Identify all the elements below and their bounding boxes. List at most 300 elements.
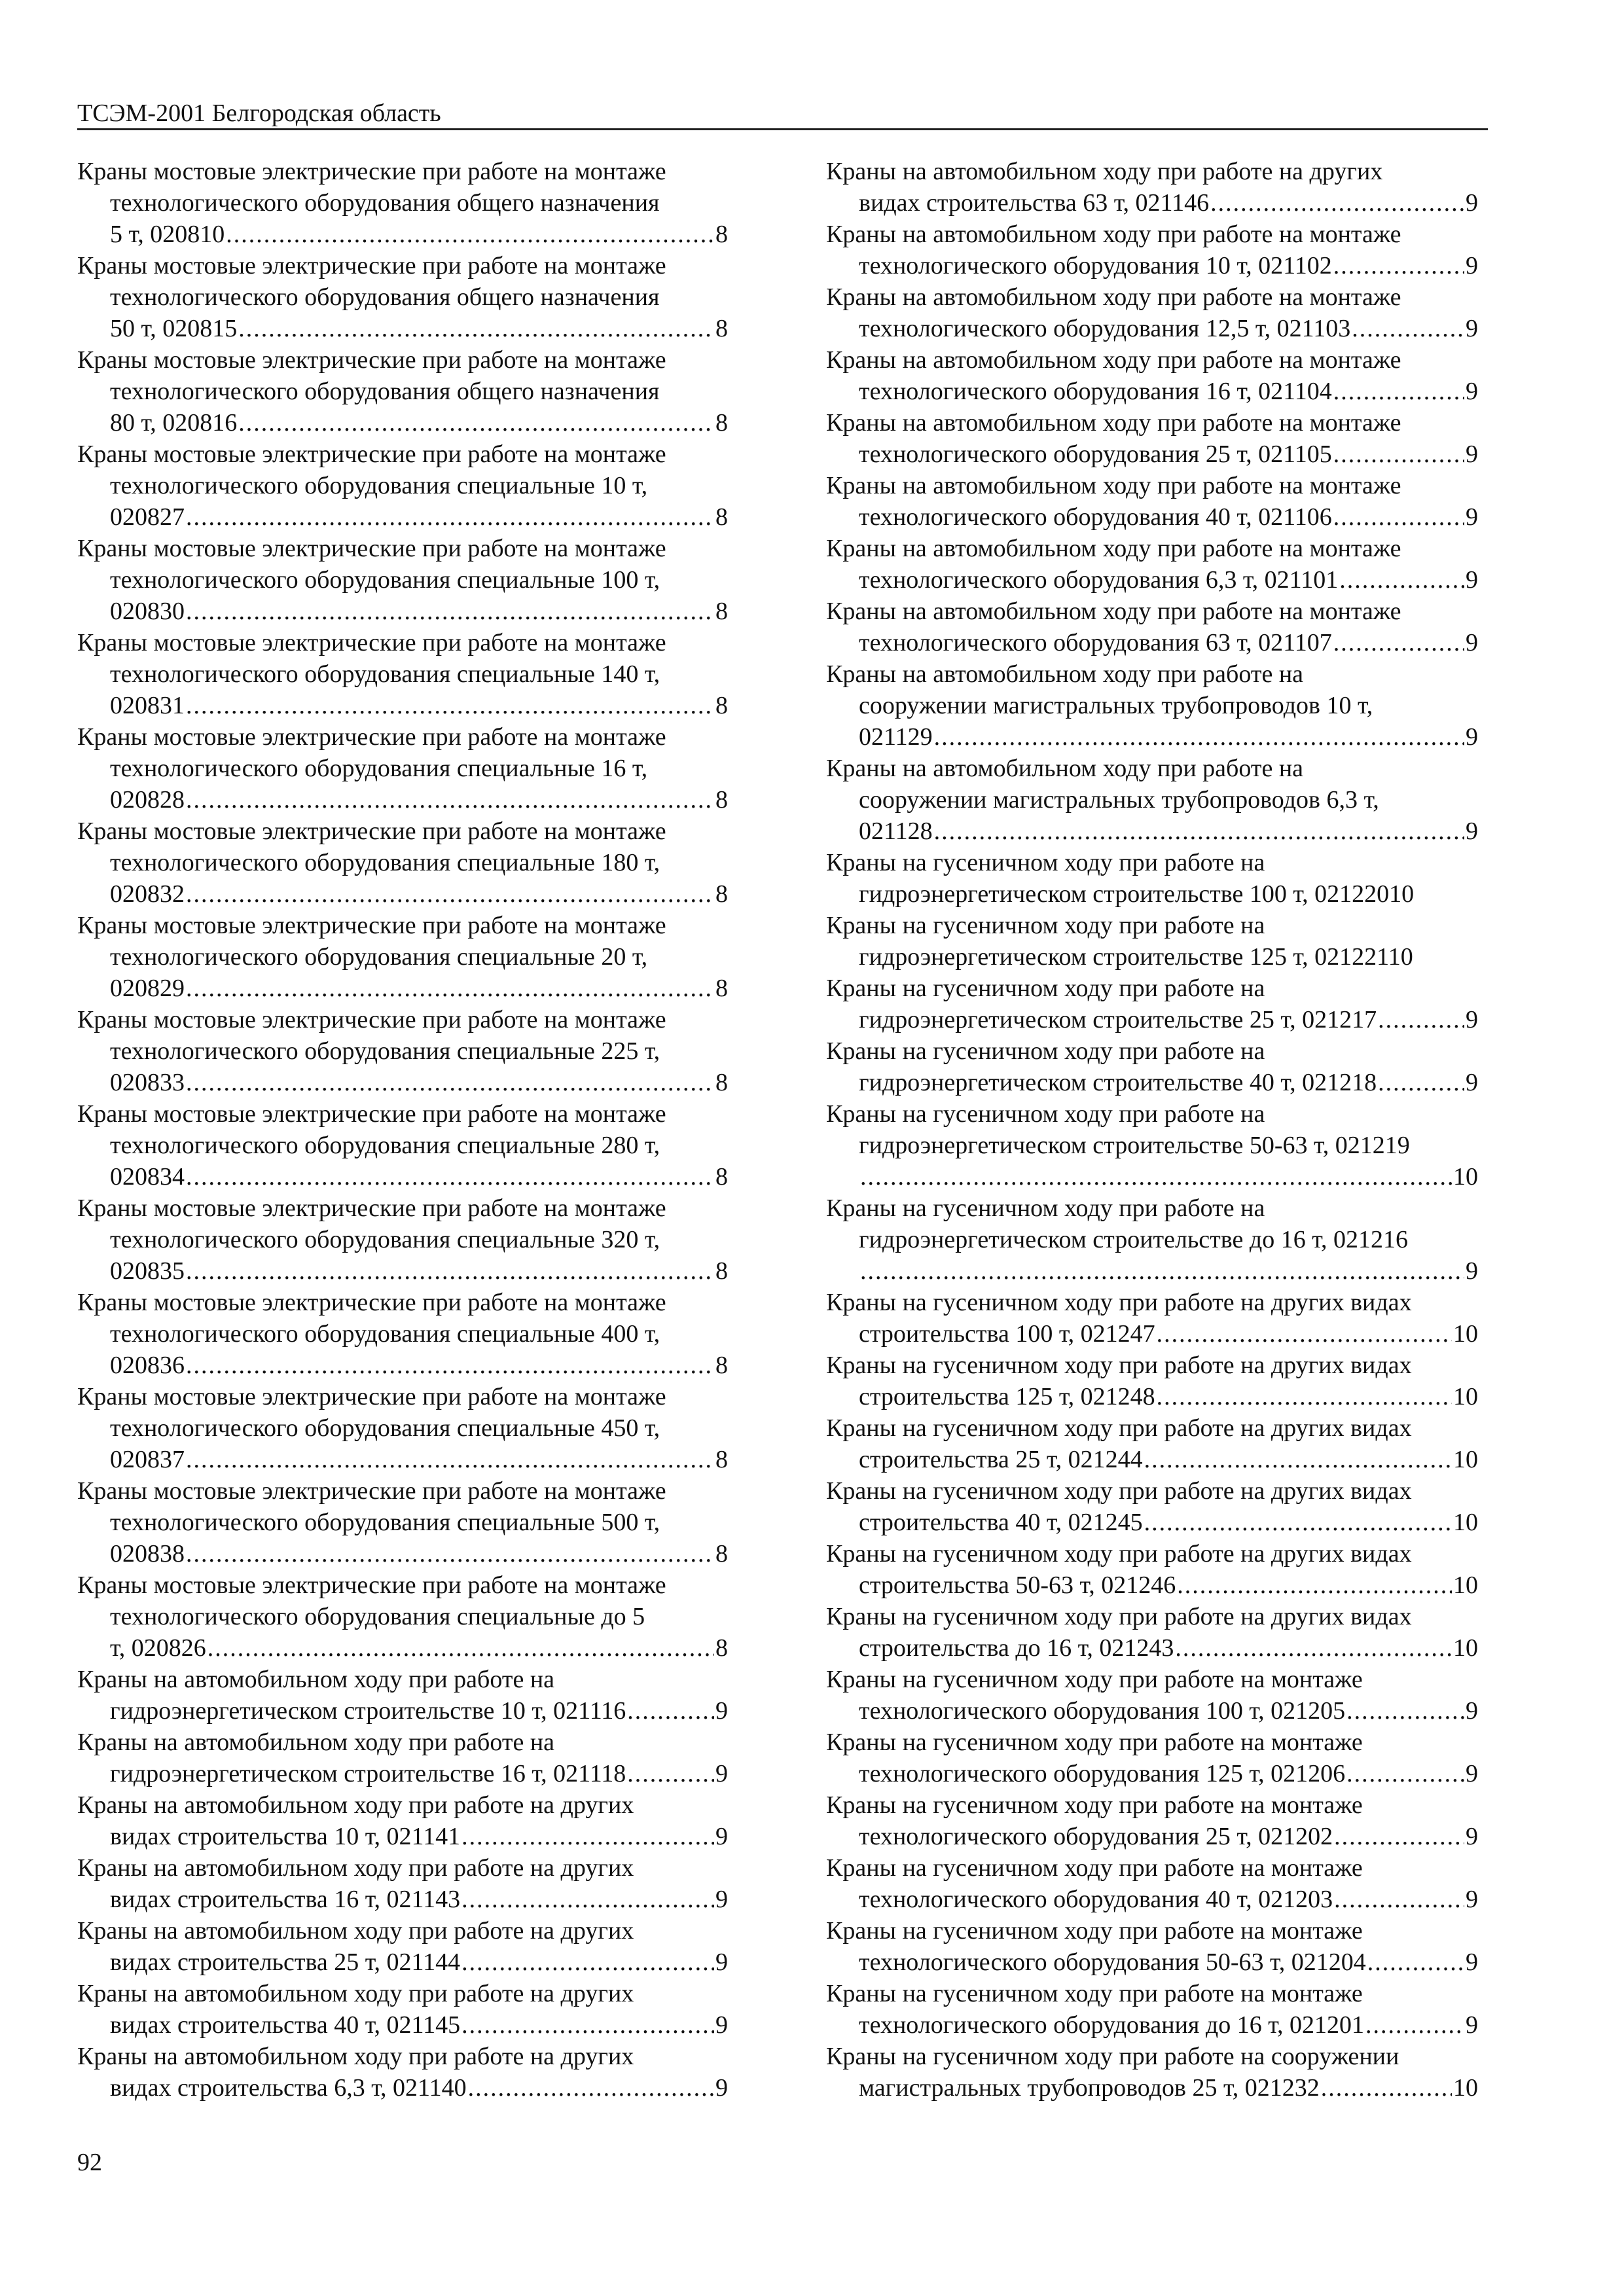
- entry-leader-line: [826, 1695, 1478, 1727]
- entry-leader-line: [77, 501, 728, 533]
- index-entry: [77, 344, 728, 439]
- entry-code-text: 020832: [110, 880, 185, 908]
- index-entry: [826, 596, 1478, 658]
- entry-leader-line: [826, 1067, 1478, 1098]
- entry-page-number: 9: [715, 1823, 728, 1850]
- entry-title-line: Краны на автомобильном ходу при работе на монтаже: [826, 535, 1401, 562]
- entry-title-line: Краны на автомобильном ходу при работе на монтаже: [826, 346, 1401, 374]
- entry-leader-line: [77, 1067, 728, 1098]
- entry-code-text: 021129: [859, 723, 933, 751]
- index-entry: [826, 281, 1478, 344]
- entry-leader-line: [77, 1350, 728, 1381]
- entry-code-text: 020836: [110, 1352, 185, 1379]
- entry-page-number: 9: [715, 1697, 728, 1725]
- dot-leader: [186, 1444, 714, 1475]
- entry-code-text: строительства 25 т, 021244: [859, 1446, 1143, 1473]
- index-entry: [77, 816, 728, 910]
- running-header: [77, 98, 1488, 130]
- entry-leader-line: [826, 1884, 1478, 1915]
- dot-leader: [186, 1067, 714, 1098]
- entry-title-line: Краны мостовые электрические при работе на монтаже: [77, 1006, 666, 1033]
- dot-leader: [1346, 1758, 1464, 1789]
- index-entry: [77, 156, 728, 250]
- entry-code-text: 020827: [110, 503, 185, 531]
- entry-leader-line: [77, 878, 728, 910]
- entry-leader-line: [826, 1821, 1478, 1852]
- dot-leader: [186, 1538, 714, 1570]
- entry-page-number: 10: [1453, 2074, 1478, 2102]
- entry-leader-line: [77, 596, 728, 627]
- entry-title-line: Краны на гусеничном ходу при работе на других видах: [826, 1603, 1412, 1630]
- entry-title-line: Краны на автомобильном ходу при работе на других: [77, 1854, 634, 1882]
- dot-leader: [186, 690, 714, 721]
- entry-leader-line: [77, 2009, 728, 2041]
- entry-continuation-line: технологического оборудования специальные 180 т,: [110, 849, 660, 876]
- entry-page-number: 8: [715, 1634, 728, 1662]
- dot-leader: [461, 1884, 714, 1915]
- entry-page-number: 8: [715, 1069, 728, 1096]
- index-entry: [77, 1004, 728, 1098]
- entry-leader-line: [826, 1444, 1478, 1475]
- entry-page-number: 9: [1466, 1948, 1478, 1976]
- entry-title-line: Краны на автомобильном ходу при работе на других: [77, 2043, 634, 2070]
- dot-leader: [934, 816, 1464, 847]
- index-entry: [826, 1727, 1478, 1789]
- entry-page-number: 9: [1466, 1760, 1478, 1787]
- entry-leader-line: [826, 816, 1478, 847]
- entry-code-text: видах строительства 6,3 т, 021140: [110, 2074, 467, 2102]
- entry-title-line: Краны на гусеничном ходу при работе на других видах: [826, 1289, 1412, 1316]
- entry-page-number: 10: [1453, 1634, 1478, 1662]
- entry-page-number: 9: [1466, 1006, 1478, 1033]
- entry-title-line: Краны на автомобильном ходу при работе на: [77, 1666, 555, 1693]
- index-entry: [826, 1852, 1478, 1915]
- entry-page-number: 9: [1466, 1069, 1478, 1096]
- index-entry: [77, 1193, 728, 1287]
- entry-code-text: строительства 40 т, 021245: [859, 1509, 1143, 1536]
- entry-title-line: Краны на автомобильном ходу при работе на монтаже: [826, 472, 1401, 499]
- dot-leader: [186, 973, 714, 1004]
- dot-leader: [1144, 1444, 1452, 1475]
- dot-leader: [1334, 1884, 1464, 1915]
- page-number: 92: [77, 2149, 102, 2176]
- header-title: ТСЭМ-2001 Белгородская область: [77, 99, 441, 127]
- entry-title-line: Краны мостовые электрические при работе на монтаже: [77, 252, 666, 279]
- entry-title-line: Краны на автомобильном ходу при работе на других: [77, 1791, 634, 1819]
- dot-leader: [226, 219, 714, 250]
- index-entry: [77, 1789, 728, 1852]
- index-entry: [826, 1035, 1478, 1098]
- entry-code-text: строительства 125 т, 021248: [859, 1383, 1155, 1410]
- entry-code-text: технологического оборудования 50-63 т, 021204: [859, 1948, 1366, 1976]
- entry-leader-line: [826, 439, 1478, 470]
- entry-code-text: 020834: [110, 1163, 185, 1191]
- entry-continuation-line: технологического оборудования специальные 225 т,: [110, 1037, 660, 1065]
- entry-leader-line: [77, 1444, 728, 1475]
- entry-page-number: 10: [1453, 1446, 1478, 1473]
- dot-leader: [461, 1821, 714, 1852]
- dot-leader: [186, 1350, 714, 1381]
- entry-title-line: Краны на гусеничном ходу при работе на монтаже: [826, 1917, 1363, 1945]
- entry-title-line: Краны мостовые электрические при работе на монтаже: [77, 158, 666, 185]
- entry-page-number: 10: [1453, 1383, 1478, 1410]
- entry-leader-line: [826, 1381, 1478, 1412]
- index-entry: [77, 627, 728, 721]
- entry-page-number: 9: [715, 2011, 728, 2039]
- entry-page-number: 8: [715, 503, 728, 531]
- dot-leader: [186, 878, 714, 910]
- entry-code-text: 020837: [110, 1446, 185, 1473]
- entry-leader-line: [77, 973, 728, 1004]
- index-entry: [826, 658, 1478, 753]
- entry-page-number: 8: [715, 315, 728, 342]
- dot-leader: [860, 1161, 1452, 1193]
- entry-title-line: Краны мостовые электрические при работе на монтаже: [77, 535, 666, 562]
- entry-title-line: Краны на гусеничном ходу при работе на монтаже: [826, 1854, 1363, 1882]
- entry-leader-line: [826, 1758, 1478, 1789]
- entry-title-line: Краны мостовые электрические при работе на монтаже: [77, 817, 666, 845]
- entry-page-number: 8: [715, 598, 728, 625]
- dot-leader: [186, 784, 714, 816]
- entry-leader-line: [77, 1255, 728, 1287]
- entry-leader-line: [826, 564, 1478, 596]
- entry-code-text: 020838: [110, 1540, 185, 1568]
- entry-page-number: 9: [715, 1760, 728, 1787]
- entry-code-text: технологического оборудования 100 т, 021205: [859, 1697, 1346, 1725]
- entry-code-text: видах строительства 10 т, 021141: [110, 1823, 461, 1850]
- entry-title-line: Краны на автомобильном ходу при работе на монтаже: [826, 283, 1401, 311]
- dot-leader: [1339, 564, 1464, 596]
- index-entry: [826, 1915, 1478, 1978]
- entry-continuation-line: гидроэнергетическом строительстве до 16 т, 021216: [859, 1226, 1408, 1253]
- dot-leader: [186, 596, 714, 627]
- entry-continuation-line: технологического оборудования специальные 400 т,: [110, 1320, 660, 1348]
- dot-leader: [1346, 1695, 1464, 1727]
- entry-page-number: 9: [715, 2074, 728, 2102]
- dot-leader: [1378, 1067, 1464, 1098]
- index-entry: [826, 1287, 1478, 1350]
- entry-page-number: 9: [715, 1948, 728, 1976]
- entry-title-line: Краны на гусеничном ходу при работе на других видах: [826, 1540, 1412, 1568]
- dot-leader: [461, 1946, 714, 1978]
- entry-code-text: гидроэнергетическом строительстве 10 т, 021116: [110, 1697, 626, 1725]
- entry-title-line: Краны на автомобильном ходу при работе на монтаже: [826, 221, 1401, 248]
- index-entry: [826, 533, 1478, 596]
- index-entry: [826, 1978, 1478, 2041]
- index-entry: [77, 910, 728, 1004]
- index-entry: [826, 156, 1478, 219]
- entry-code-text: строительства 50-63 т, 021246: [859, 1571, 1176, 1599]
- entry-leader-line: [826, 1507, 1478, 1538]
- entry-code-text: 020831: [110, 692, 185, 719]
- entry-leader-line: [77, 1161, 728, 1193]
- index-entry: [77, 721, 728, 816]
- entry-title-line: Краны мостовые электрические при работе на монтаже: [77, 1194, 666, 1222]
- entry-code-text: строительства до 16 т, 021243: [859, 1634, 1174, 1662]
- entry-leader-line: [77, 2072, 728, 2104]
- entry-title-line: Краны на гусеничном ходу при работе на монтаже: [826, 1791, 1363, 1819]
- entry-continuation-line: технологического оборудования специальные 140 т,: [110, 660, 660, 688]
- entry-leader-line: [77, 1538, 728, 1570]
- entry-title-line: Краны на автомобильном ходу при работе на: [826, 660, 1304, 688]
- dot-leader: [1321, 2072, 1452, 2104]
- index-entry: [77, 2041, 728, 2104]
- index-column-right: [826, 156, 1478, 2104]
- entry-title-line: Краны мостовые электрические при работе на монтаже: [77, 1383, 666, 1410]
- entry-code-text: 020828: [110, 786, 185, 814]
- entry-code-text: 020833: [110, 1069, 185, 1096]
- entry-title-line: Краны мостовые электрические при работе на монтаже: [77, 1289, 666, 1316]
- entry-continuation-line: гидроэнергетическом строительстве 50-63 т, 021219: [859, 1132, 1410, 1159]
- entry-leader-line: [77, 219, 728, 250]
- dot-leader: [860, 1255, 1464, 1287]
- index-entry: [826, 2041, 1478, 2104]
- entry-page-number: 8: [715, 221, 728, 248]
- entry-continuation-line: технологического оборудования специальные 16 т,: [110, 755, 648, 782]
- entry-title-line: Краны на автомобильном ходу при работе на других: [826, 158, 1383, 185]
- entry-code-text: магистральных трубопроводов 25 т, 021232: [859, 2074, 1320, 2102]
- index-entry: [77, 1915, 728, 1978]
- entry-leader-line: [826, 1318, 1478, 1350]
- entry-leader-line: [77, 1632, 728, 1664]
- entry-page-number: 9: [1466, 315, 1478, 342]
- entry-title-line: Краны на гусеничном ходу при работе на других видах: [826, 1414, 1412, 1442]
- index-entry: [77, 1098, 728, 1193]
- dot-leader: [1157, 1381, 1452, 1412]
- entry-title-line: Краны на автомобильном ходу при работе на других: [77, 1917, 634, 1945]
- entry-title-line: Краны на гусеничном ходу при работе на других видах: [826, 1352, 1412, 1379]
- entry-code-text: технологического оборудования 25 т, 021105: [859, 440, 1332, 468]
- entry-continuation-line: сооружении магистральных трубопроводов 6,3 т,: [859, 786, 1379, 814]
- dot-leader: [1177, 1570, 1452, 1601]
- index-entry: [826, 407, 1478, 470]
- entry-leader-line: [826, 2072, 1478, 2104]
- entry-code-text: видах строительства 40 т, 021145: [110, 2011, 461, 2039]
- entry-code-text: строительства 100 т, 021247: [859, 1320, 1155, 1348]
- entry-leader-line: [826, 627, 1478, 658]
- entry-page-number: 10: [1453, 1571, 1478, 1599]
- entry-continuation-line: технологического оборудования специальные 450 т,: [110, 1414, 660, 1442]
- index-entry: [826, 1538, 1478, 1601]
- entry-page-number: 8: [715, 1540, 728, 1568]
- entry-leader-line: [826, 250, 1478, 281]
- entry-leader-line: [77, 1821, 728, 1852]
- dot-leader: [1333, 376, 1464, 407]
- index-entry: [77, 533, 728, 627]
- entry-continuation-line: сооружении магистральных трубопроводов 10 т,: [859, 692, 1373, 719]
- entry-leader-line: [77, 1946, 728, 1978]
- entry-page-number: 8: [715, 692, 728, 719]
- dot-leader: [1378, 1004, 1464, 1035]
- entry-leader-line: [77, 784, 728, 816]
- entry-title-line: Краны мостовые электрические при работе на монтаже: [77, 723, 666, 751]
- entry-page-number: 9: [1466, 1823, 1478, 1850]
- entry-page-number: 9: [715, 1886, 728, 1913]
- entry-code-text: технологического оборудования 6,3 т, 021101: [859, 566, 1339, 594]
- entry-title-line: Краны мостовые электрические при работе на монтаже: [77, 346, 666, 374]
- dot-leader: [186, 1161, 714, 1193]
- entry-page-number: 9: [1466, 817, 1478, 845]
- entry-title-line: Краны мостовые электрические при работе на монтаже: [77, 629, 666, 656]
- index-entry: [77, 1287, 728, 1381]
- entry-code-text: 020830: [110, 598, 185, 625]
- index-entry: [826, 1789, 1478, 1852]
- entry-code-text: технологического оборудования 40 т, 021203: [859, 1886, 1333, 1913]
- entry-page-number: 10: [1453, 1509, 1478, 1536]
- entry-continuation-line: технологического оборудования специальные 10 т,: [110, 472, 648, 499]
- index-entry: [77, 250, 728, 344]
- entry-continuation-line: технологического оборудования специальные 280 т,: [110, 1132, 660, 1159]
- entry-leader-line: [826, 376, 1478, 407]
- index-entry: [826, 344, 1478, 407]
- entry-code-text: 020829: [110, 975, 185, 1002]
- index-entry: [77, 1570, 728, 1664]
- entry-code-text: видах строительства 25 т, 021144: [110, 1948, 461, 1976]
- entry-leader-line: [826, 1632, 1478, 1664]
- entry-page-number: 9: [1466, 1886, 1478, 1913]
- entry-leader-line: [826, 1570, 1478, 1601]
- entry-page-number: 8: [715, 1163, 728, 1191]
- index-entry: [826, 1193, 1478, 1287]
- entry-code-text: гидроэнергетическом строительстве 40 т, 021218: [859, 1069, 1377, 1096]
- entry-leader-line: [826, 501, 1478, 533]
- dot-leader: [627, 1695, 714, 1727]
- entry-page-number: 8: [715, 1257, 728, 1285]
- entry-page-number: 9: [1466, 566, 1478, 594]
- entry-code-text: гидроэнергетическом строительстве 16 т, 021118: [110, 1760, 626, 1787]
- dot-leader: [1333, 501, 1464, 533]
- entry-title-line: Краны мостовые электрические при работе на монтаже: [77, 1571, 666, 1599]
- index-entry: [826, 1412, 1478, 1475]
- entry-page-number: 9: [1466, 252, 1478, 279]
- entry-continuation-line: технологического оборудования специальные 100 т,: [110, 566, 660, 594]
- entry-title-line: Краны на гусеничном ходу при работе на монтаже: [826, 1980, 1363, 2007]
- index-entry: [826, 1601, 1478, 1664]
- dot-leader: [1333, 439, 1464, 470]
- entry-continuation-line: технологического оборудования общего назначения: [110, 189, 660, 217]
- entry-leader-line: [826, 1946, 1478, 1978]
- index-entry: [77, 1978, 728, 2041]
- dot-leader: [1367, 1946, 1464, 1978]
- entry-code-text: 80 т, 020816: [110, 409, 238, 437]
- dot-leader: [238, 313, 714, 344]
- dot-leader: [1333, 627, 1464, 658]
- index-entry: [826, 753, 1478, 847]
- entry-page-number: 8: [715, 1446, 728, 1473]
- entry-code-text: технологического оборудования 10 т, 021102: [859, 252, 1332, 279]
- dot-leader: [238, 407, 714, 439]
- entry-title-line: Краны на гусеничном ходу при работе на сооружении: [826, 2043, 1399, 2070]
- entry-page-number: 8: [715, 975, 728, 1002]
- entry-code-text: технологического оборудования 125 т, 021206: [859, 1760, 1346, 1787]
- entry-title-line: Краны мостовые электрические при работе на монтаже: [77, 1477, 666, 1505]
- dot-leader: [1210, 187, 1464, 219]
- entry-continuation-line: технологического оборудования специальные 500 т,: [110, 1509, 660, 1536]
- index-entry: [77, 1852, 728, 1915]
- entry-page-number: 9: [1466, 440, 1478, 468]
- index-entry: [826, 1475, 1478, 1538]
- entry-continuation-line: технологического оборудования общего назначения: [110, 283, 660, 311]
- entry-title-line: Краны на автомобильном ходу при работе на: [77, 1729, 555, 1756]
- dot-leader: [468, 2072, 714, 2104]
- entry-page-number: 9: [1466, 723, 1478, 751]
- dot-leader: [461, 2009, 714, 2041]
- index-entry: [77, 1727, 728, 1789]
- entry-title-line: Краны на автомобильном ходу при работе на других: [77, 1980, 634, 2007]
- entry-title-line: Краны на гусеничном ходу при работе на: [826, 849, 1265, 876]
- dot-leader: [1365, 2009, 1464, 2041]
- dot-leader: [1352, 313, 1464, 344]
- entry-page-number: 9: [1466, 1257, 1478, 1285]
- entry-leader-line: [826, 2009, 1478, 2041]
- entry-code-text: видах строительства 16 т, 021143: [110, 1886, 461, 1913]
- entry-code-text: 021128: [859, 817, 933, 845]
- entry-leader-line: [826, 1004, 1478, 1035]
- entry-title-line: Краны на автомобильном ходу при работе на монтаже: [826, 598, 1401, 625]
- index-entry: [77, 1475, 728, 1570]
- entry-page-number: 8: [715, 409, 728, 437]
- entry-code-text: видах строительства 63 т, 021146: [859, 189, 1210, 217]
- entry-page-number: 10: [1453, 1320, 1478, 1348]
- dot-leader: [208, 1632, 714, 1664]
- index-entry: [77, 1664, 728, 1727]
- entry-continuation-line: гидроэнергетическом строительстве 100 т, 02122010: [859, 880, 1415, 908]
- entry-code-text: технологического оборудования 40 т, 021106: [859, 503, 1332, 531]
- entry-title-line: Краны на гусеничном ходу при работе на: [826, 912, 1265, 939]
- entry-leader-line: [826, 187, 1478, 219]
- entry-title-line: Краны на гусеничном ходу при работе на других видах: [826, 1477, 1412, 1505]
- dot-leader: [186, 501, 714, 533]
- index-entry: [826, 847, 1478, 910]
- index-entry: [826, 910, 1478, 973]
- entry-leader-line: [826, 1161, 1478, 1193]
- entry-page-number: 9: [1466, 503, 1478, 531]
- index-entry: [826, 219, 1478, 281]
- dot-leader: [627, 1758, 714, 1789]
- entry-code-text: 50 т, 020815: [110, 315, 238, 342]
- entry-title-line: Краны на автомобильном ходу при работе на: [826, 755, 1304, 782]
- entry-page-number: 9: [1466, 189, 1478, 217]
- entry-page-number: 8: [715, 880, 728, 908]
- entry-code-text: 5 т, 020810: [110, 221, 225, 248]
- index-entry: [826, 1664, 1478, 1727]
- entry-continuation-line: гидроэнергетическом строительстве 125 т, 02122110: [859, 943, 1413, 971]
- entry-leader-line: [77, 313, 728, 344]
- entry-code-text: 020835: [110, 1257, 185, 1285]
- entry-code-text: технологического оборудования 16 т, 021104: [859, 378, 1332, 405]
- entry-title-line: Краны мостовые электрические при работе на монтаже: [77, 912, 666, 939]
- entry-code-text: т, 020826: [110, 1634, 206, 1662]
- entry-leader-line: [77, 1884, 728, 1915]
- entry-continuation-line: технологического оборудования специальные 320 т,: [110, 1226, 660, 1253]
- entry-page-number: 10: [1453, 1163, 1478, 1191]
- entry-code-text: гидроэнергетическом строительстве 25 т, 021217: [859, 1006, 1377, 1033]
- entry-code-text: технологического оборудования 12,5 т, 021103: [859, 315, 1351, 342]
- entry-continuation-line: технологического оборудования специальные 20 т,: [110, 943, 648, 971]
- entry-code-text: технологического оборудования 63 т, 021107: [859, 629, 1332, 656]
- dot-leader: [934, 721, 1464, 753]
- entry-title-line: Краны на гусеничном ходу при работе на монтаже: [826, 1729, 1363, 1756]
- index-column-left: [77, 156, 728, 2104]
- entry-title-line: Краны на гусеничном ходу при работе на: [826, 1100, 1265, 1128]
- entry-leader-line: [826, 721, 1478, 753]
- entry-continuation-line: технологического оборудования общего назначения: [110, 378, 660, 405]
- entry-title-line: Краны на гусеничном ходу при работе на: [826, 975, 1265, 1002]
- entry-title-line: Краны мостовые электрические при работе на монтаже: [77, 440, 666, 468]
- entry-title-line: Краны на гусеничном ходу при работе на: [826, 1194, 1265, 1222]
- entry-page-number: 9: [1466, 378, 1478, 405]
- entry-leader-line: [77, 690, 728, 721]
